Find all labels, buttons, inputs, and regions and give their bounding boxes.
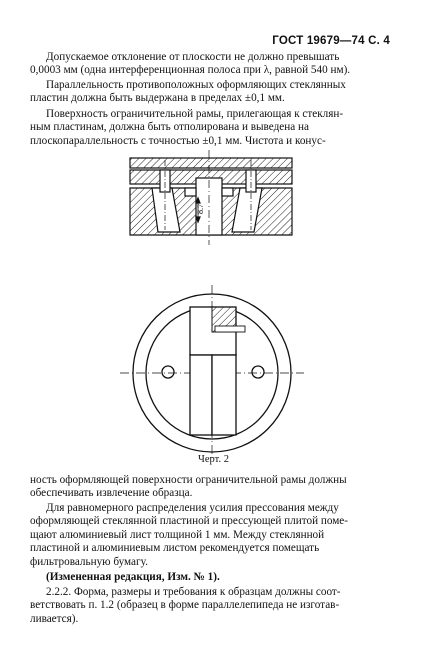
paragraph-2-2-2 (30, 586, 396, 626)
text-line: пластиной и алюминиевым листом рекомендуется помещать (30, 542, 320, 555)
text-line: ливается). (30, 612, 79, 625)
paragraph-amendment (30, 571, 396, 584)
text-line: щают алюминиевый лист толщиной 1 мм. Между стеклянной (30, 528, 325, 541)
text-line: Параллельность противоположных оформляющих стеклянных (46, 79, 346, 91)
text-line: ность оформляющей поверхности ограничительной рамы должны (30, 474, 347, 486)
text-line: фильтровальную бумагу. (30, 555, 148, 568)
page-header: ГОСТ 19679—74 С. 4 (272, 35, 390, 47)
text-line: оформляющей стеклянной пластиной и прессующей плитой поме- (30, 515, 348, 528)
text-line: Для равномерного распределения усилия прессования между (46, 502, 339, 514)
figure-caption: Черт. 2 (198, 454, 229, 465)
text-line: Поверхность ограничительной рамы, прилегающая к стеклян- (46, 108, 344, 120)
text-line: Допускаемое отклонение от плоскости не должно превышать (46, 51, 340, 63)
text-line: плоскопараллельность с точностью ±0,1 мм. Чистота и конус- (30, 134, 326, 147)
text-line: ным пластинам, должна быть отполирована и выведена на (30, 121, 309, 134)
plan-view (120, 285, 304, 460)
text-line: 0,0003 мм (одна интерференционная полоса при λ, равной 540 нм). (30, 64, 351, 77)
text-line: 2.2.2. Форма, размеры и требования к образцам должны соот- (46, 586, 341, 598)
dimension-label: 8.7 (196, 204, 205, 214)
text-line: обеспечивать извлечение образца. (30, 487, 193, 500)
text-line: ветствовать п. 1.2 (образец в форме параллелепипеда не изготав- (30, 599, 340, 612)
paragraph-pressing (30, 502, 396, 569)
section-view (130, 150, 292, 245)
text-line: пластин должна быть выдержана в пределах ±0,1 мм. (30, 92, 285, 105)
amendment-note: (Измененная редакция, Изм. № 1). (46, 571, 220, 583)
paragraph-extraction (30, 474, 396, 501)
